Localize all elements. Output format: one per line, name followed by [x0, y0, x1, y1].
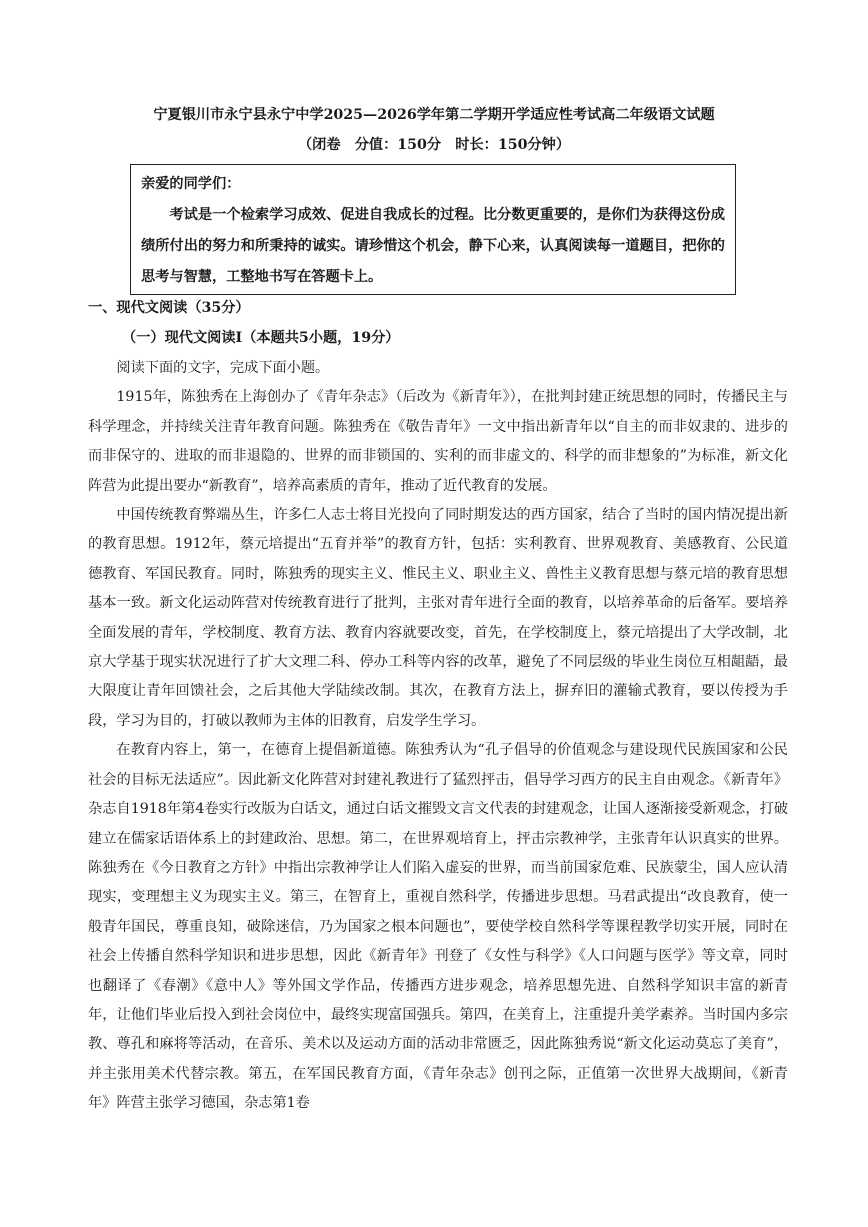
passage-paragraph-1: 1915年，陈独秀在上海创办了《青年杂志》（后改为《新青年》），在批判封建正统思想的同时，传播民主与科学理念，并持续关注青年教育问题。陈独秀在《敬告青年》一文中指出新青年以“自主的而非奴隶的、进步的而非保守的、进取的而非退隐的、世界的而非锁国的、实利的而非虚文的、科学的而非想象的”为标准，新文化阵营为此提出要办“新教育”，培养高素质的青年，推动了近代教育的发展。 — [88, 389, 788, 494]
passage-paragraph-3: 在教育内容上，第一，在德育上提倡新道德。陈独秀认为“孔子倡导的价值观念与建设现代民族国家和公民社会的目标无法适应”。因此新文化阵营对封建礼教进行了猛烈抨击，倡导学习西方的民主自由观念。《新青年》杂志自1918年第4卷实行改版为白话文，通过白话文摧毁文言文代表的封建观念，让国人逐渐接受新观念，打破建立在儒家话语体系上的封建政治、思想。第二，在世界观培育上，抨击宗教神学，主张青年认识真实的世界。陈独秀在《今日教育之方针》中指出宗教神学让人们陷入虚妄的世界，而当前国家危难、民族蒙尘，国人应认清现实，变理想主义为现实主义。第三，在智育上，重视自然科学，传播进步思想。马君武提出“改良教育，使一般青年国民，尊重良知，破除迷信，乃为国家之根本问题也”，要使学校自然科学等课程教学切实开展，同时在社会上传播自然科学知识和进步思想，因此《新青年》刊登了《女性与科学》《人口问题与医学》等文章，同时也翻译了《春潮》《意中人》等外国文学作品，传播西方进步观念，培养思想先进、自然科学知识丰富的新青年，让他们毕业后投入到社会岗位中，最终实现富国强兵。第四，在美育上，注重提升美学素养。当时国内多宗教、尊孔和麻将等活动，在音乐、美术以及运动方面的活动非常匮乏，因此陈独秀说“新文化运动莫忘了美育”，并主张用美术代替宗教。第五，在军国民教育方面，《青年杂志》创刊之际，正值第一次世界大战期间，《新青年》阵营主张学习德国，杂志第1卷 — [88, 742, 788, 1112]
subsection-heading: （一）现代文阅读Ⅰ（本题共5小题，19分） — [122, 330, 400, 346]
exam-title: 宁夏银川市永宁县永宁中学2025—2026学年第二学期开学适应性考试高二年级语文试题 — [153, 107, 715, 123]
section-heading: 一、现代文阅读（35分） — [88, 300, 250, 316]
reading-passage — [88, 354, 788, 1119]
exam-subtitle: （闭卷 分值：150分 时长：150分钟） — [297, 137, 571, 153]
notice-body: 考试是一个检索学习成效、促进自我成长的过程。比分数更重要的，是你们为获得这份成绩所付出的努力和所秉持的诚实。请珍惜这个机会，静下心来，认真阅读每一道题目，把你的思考与智慧，工整地书写在答题卡上。 — [141, 207, 725, 285]
instruction-text: 阅读下面的文字，完成下面小题。 — [116, 360, 330, 376]
notice-box — [130, 164, 736, 295]
notice-greeting: 亲爱的同学们： — [141, 176, 241, 192]
passage-paragraph-2: 中国传统教育弊端丛生，许多仁人志士将目光投向了同时期发达的西方国家，结合了当时的国内情况提出新的教育思想。1912年，蔡元培提出“五育并举”的教育方针，包括：实利教育、世界观教育、美感教育、公民道德教育、军国民教育。同时，陈独秀的现实主义、惟民主义、职业主义、兽性主义教育思想与蔡元培的教育思想基本一致。新文化运动阵营对传统教育进行了批判，主张对青年进行全面的教育，以培养革命的后备军。要培养全面发展的青年，学校制度、教育方法、教育内容就要改变，首先，在学校制度上，蔡元培提出了大学改制，北京大学基于现实状况进行了扩大文理二科、停办工科等内容的改革，避免了不同层级的毕业生岗位互相龃龉，最大限度让青年回馈社会，之后其他大学陆续改制。其次，在教育方法上，摒弃旧的灌输式教育，要以传授为手段，学习为目的，打破以教师为主体的旧教育，启发学生学习。 — [88, 507, 788, 729]
